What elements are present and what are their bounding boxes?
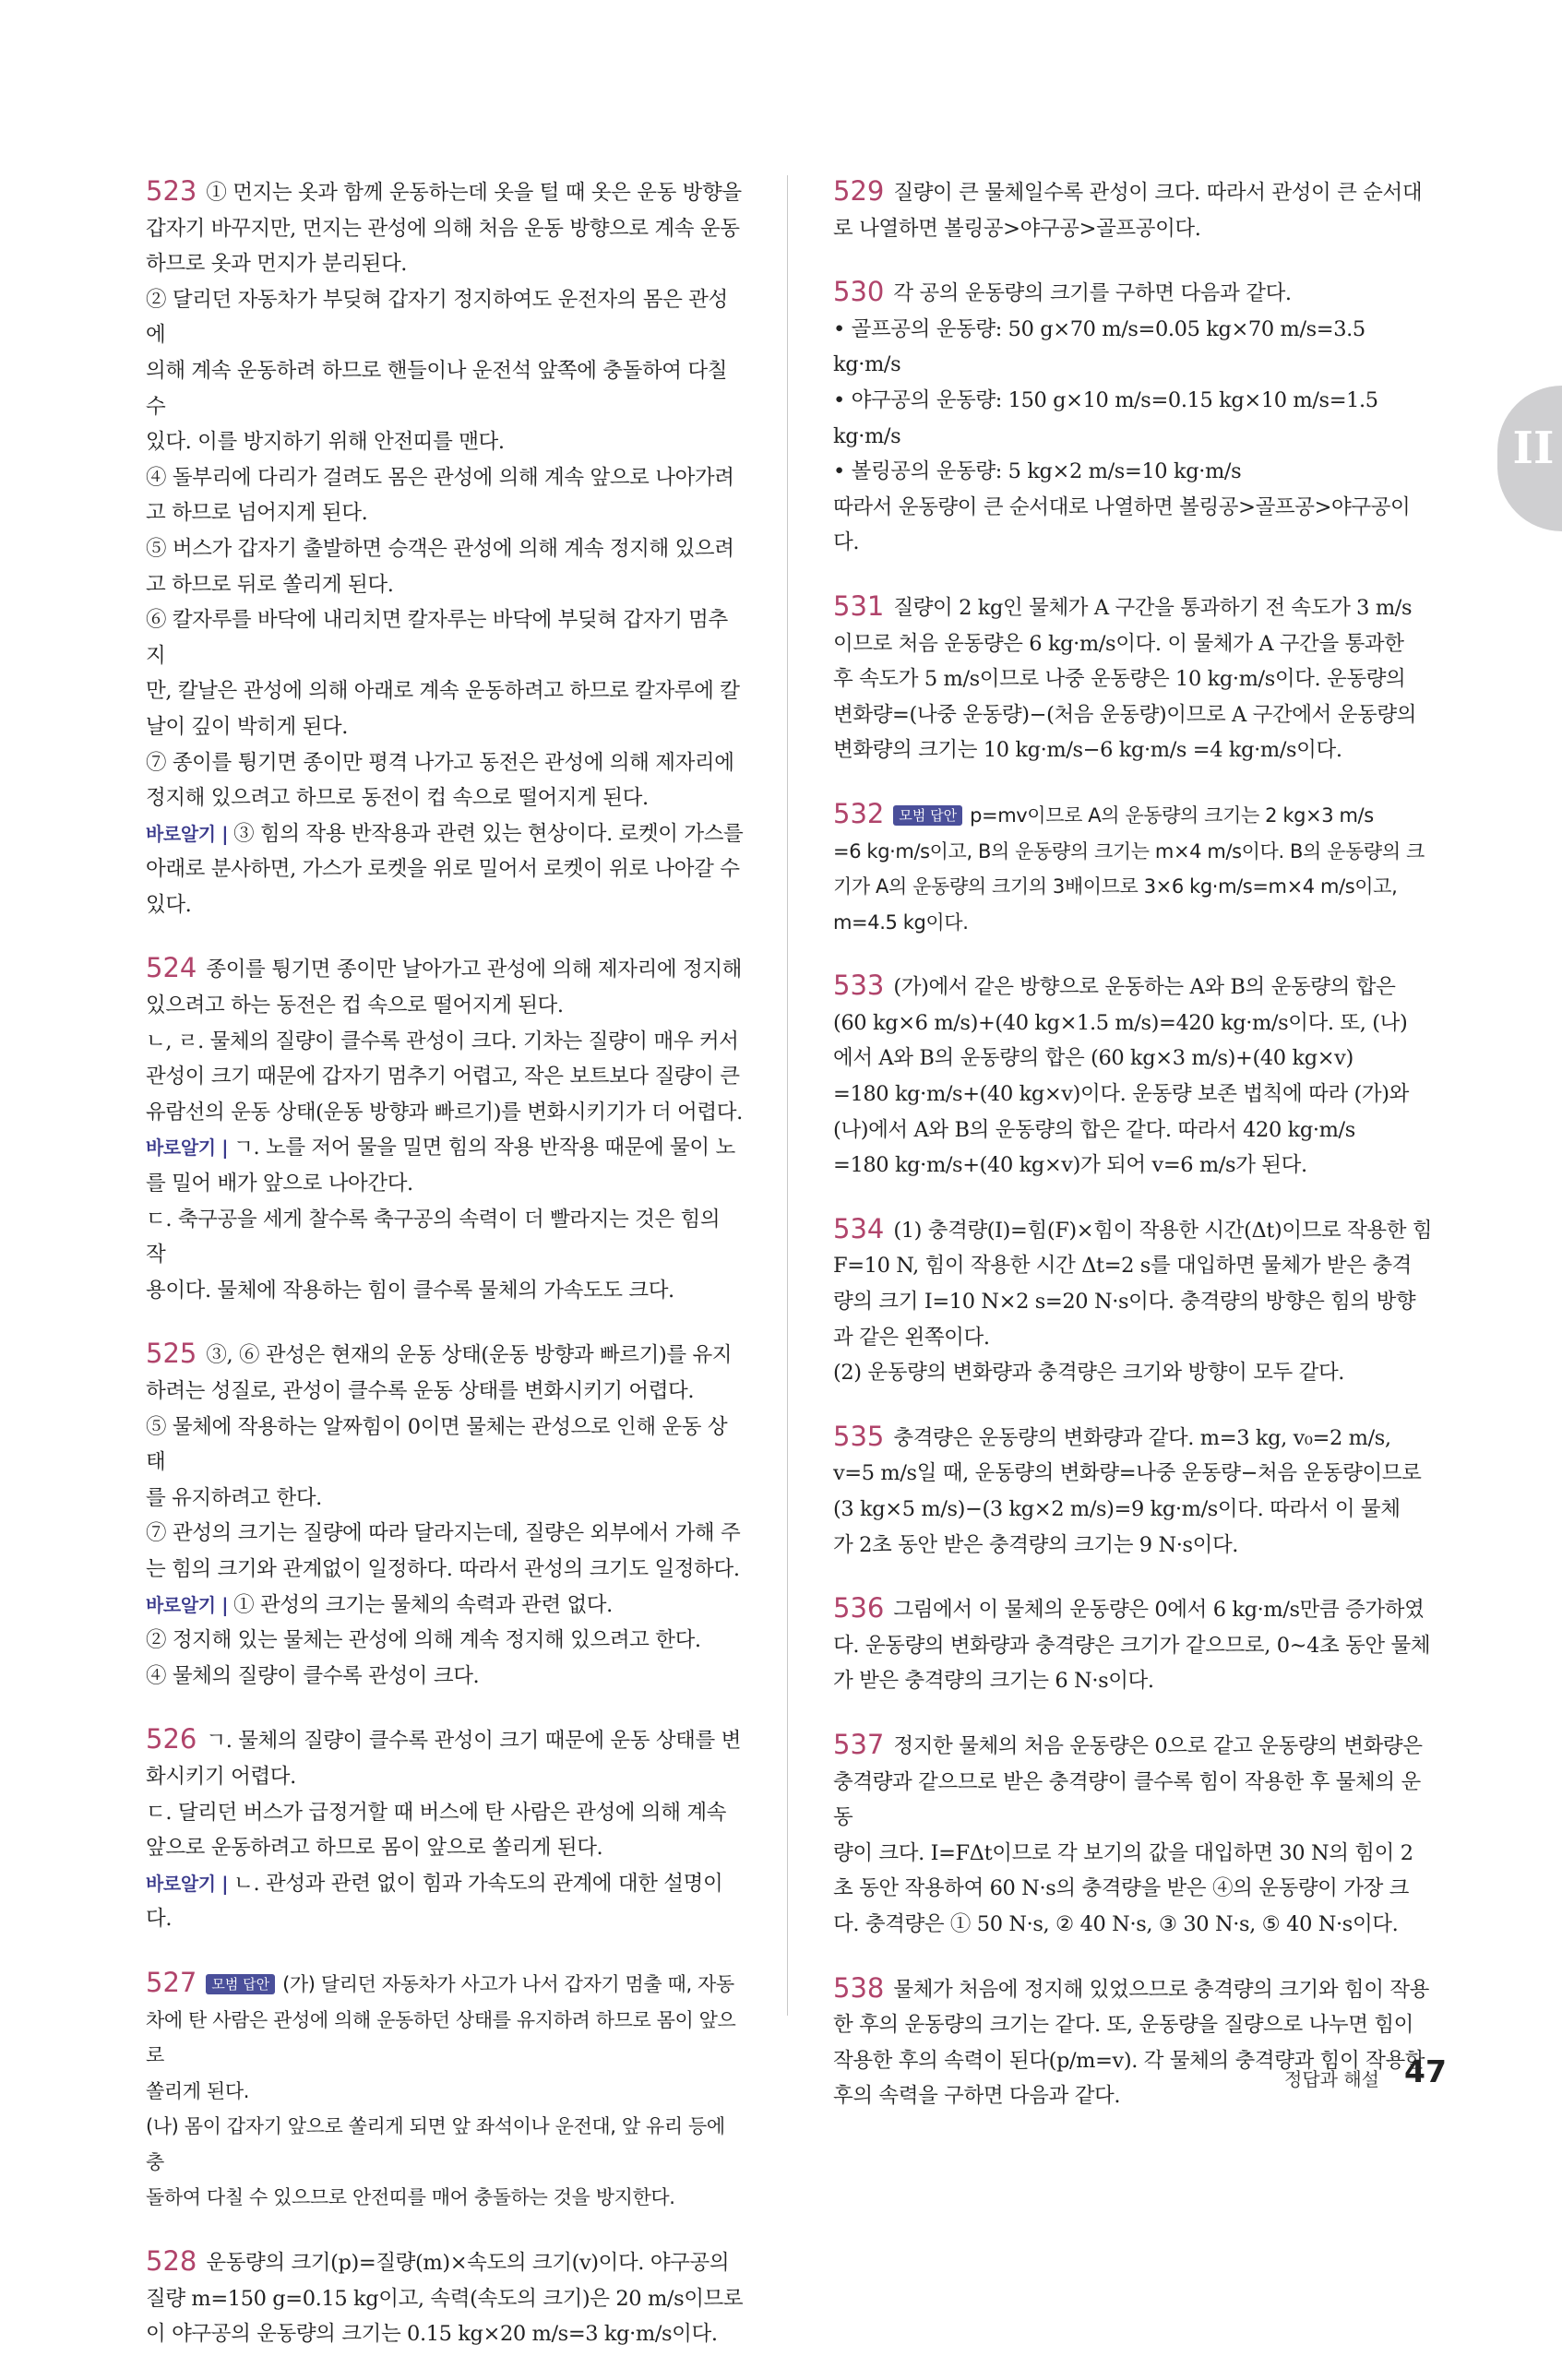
answer-line xyxy=(833,834,1433,870)
line-text: (2) 운동량의 변화량과 충격량은 크기와 방향이 모두 같다. xyxy=(833,1361,1345,1386)
answer-line xyxy=(146,887,745,923)
answer-line xyxy=(146,1866,745,1937)
answer-line xyxy=(146,173,745,211)
line-text: ㄱ. 물체의 질량이 클수록 관성이 크기 때문에 운동 상태를 변 xyxy=(206,1729,741,1754)
answer-line xyxy=(146,567,745,603)
line-text: ㄷ. 축구공을 세게 찰수록 축구공의 속력이 더 빨라지는 것은 힘의 작 xyxy=(146,1207,721,1267)
answer-line xyxy=(146,2243,745,2281)
question-number: 530 xyxy=(833,276,885,308)
answer-line xyxy=(146,1516,745,1552)
answer-entry xyxy=(833,1590,1433,1699)
answer-line xyxy=(146,851,745,887)
answer-line xyxy=(833,1765,1433,1836)
answer-line xyxy=(833,661,1433,697)
line-text: 과 같은 왼쪽이다. xyxy=(833,1325,990,1350)
answer-line xyxy=(146,531,745,567)
answer-line xyxy=(833,1419,1433,1457)
model-answer-badge: 모범 답안 xyxy=(206,1974,275,1994)
answer-line xyxy=(833,1041,1433,1077)
line-text: 쏠리게 된다. xyxy=(146,2079,249,2102)
line-text: 작용한 후의 속력이 된다(p/m=v). 각 물체의 충격량과 힘이 작용한 xyxy=(833,2048,1425,2073)
question-number: 538 xyxy=(833,1971,885,2004)
line-text: 충격량과 같으므로 받은 충격량이 클수록 힘이 작용한 후 물체의 운동 xyxy=(833,1769,1421,1830)
answer-entry xyxy=(146,1721,745,1937)
answer-line xyxy=(146,1659,745,1695)
answer-line xyxy=(833,905,1433,941)
correction-label: 바로알기 | xyxy=(146,822,229,845)
line-text: 후의 속력을 구하면 다음과 같다. xyxy=(833,2084,1121,2109)
model-answer-badge: 모범 답안 xyxy=(893,805,962,826)
line-text: ㄷ. 달리던 버스가 급정거할 때 버스에 탄 사람은 관성에 의해 계속 xyxy=(146,1800,726,1825)
line-text: 있으려고 하는 동전은 컵 속으로 떨어지게 된다. xyxy=(146,994,564,1018)
correction-label: 바로알기 | xyxy=(146,1136,229,1160)
line-text: ① 먼지는 옷과 함께 운동하는데 옷을 털 때 옷은 운동 방향을 xyxy=(206,181,742,205)
answer-entry xyxy=(833,1727,1433,1943)
line-text: ③, ⑥ 관성은 현재의 운동 상태(운동 방향과 빠르기)를 유지 xyxy=(206,1343,733,1368)
answer-line xyxy=(146,1202,745,1273)
correction-label: 바로알기 | xyxy=(146,1593,229,1616)
chapter-tab-label: II xyxy=(1512,422,1555,474)
line-text: ⑤ 버스가 갑자기 출발하면 승객은 관성에 의해 계속 정지해 있으려 xyxy=(146,536,734,561)
line-text: m=4.5 kg이다. xyxy=(833,910,969,934)
answer-entry xyxy=(833,968,1433,1184)
answer-line xyxy=(833,732,1433,768)
answer-line xyxy=(833,1907,1433,1943)
answer-line xyxy=(146,2003,745,2074)
line-text: 갑자기 바꾸지만, 먼지는 관성에 의해 처음 운동 방향으로 계속 운동 xyxy=(146,216,740,241)
answer-line xyxy=(833,1456,1433,1492)
line-text: 량의 크기 I=10 N×2 s=20 N·s이다. 충격량의 방향은 힘의 방향 xyxy=(833,1290,1416,1315)
line-text: 로 나열하면 볼링공>야구공>골프공이다. xyxy=(833,216,1201,241)
answer-line xyxy=(833,1970,1433,2008)
answer-entry xyxy=(833,796,1433,940)
line-text: (60 kg×6 m/s)+(40 kg×1.5 m/s)=420 kg·m/s이다. 또, (나) xyxy=(833,1010,1408,1035)
question-number: 524 xyxy=(146,952,197,984)
line-text: ② 달리던 자동차가 부딪혀 갑자기 정지하여도 운전자의 몸은 관성에 xyxy=(146,287,728,348)
line-text: ㄱ. 노를 저어 물을 밀면 힘의 작용 반작용 때문에 물이 노 xyxy=(233,1136,735,1160)
answer-line xyxy=(146,816,745,852)
answer-line xyxy=(146,1166,745,1202)
answer-entry xyxy=(833,1970,1433,2114)
line-text: 관성이 크기 때문에 갑자기 멈추기 어렵고, 작은 보트보다 질량이 큰 xyxy=(146,1065,740,1089)
answer-line xyxy=(146,1965,745,2003)
line-text: ⑤ 물체에 작용하는 알짜힘이 0이면 물체는 관성으로 인해 운동 상태 xyxy=(146,1414,728,1475)
answer-entry xyxy=(146,173,745,922)
answer-line xyxy=(833,173,1433,211)
answer-line xyxy=(833,211,1433,247)
line-text: 한 후의 운동량의 크기는 같다. 또, 운동량을 질량으로 나누면 힘이 xyxy=(833,2013,1413,2038)
line-text: 차에 탄 사람은 관성에 의해 운동하던 상태를 유지하려 하므로 몸이 앞으로 xyxy=(146,2008,736,2067)
answer-line xyxy=(146,745,745,781)
line-text: 고 하므로 뒤로 쏠리게 된다. xyxy=(146,572,394,597)
answer-line xyxy=(146,1552,745,1588)
line-text: 후 속도가 5 m/s이므로 나중 운동량은 10 kg·m/s이다. 운동량의 xyxy=(833,667,1406,692)
column-divider xyxy=(787,175,788,2016)
line-text: v=5 m/s일 때, 운동량의 변화량=나중 운동량−처음 운동량이므로 xyxy=(833,1461,1422,1486)
left-column xyxy=(146,173,745,2380)
question-number: 528 xyxy=(146,2245,197,2278)
answer-line xyxy=(146,988,745,1024)
answer-line xyxy=(833,1628,1433,1664)
answer-line xyxy=(833,274,1433,312)
answer-line xyxy=(146,1410,745,1481)
line-text: 질량 m=150 g=0.15 kg이고, 속력(속도의 크기)은 20 m/s이므로 xyxy=(146,2286,744,2311)
answer-line xyxy=(146,246,745,282)
answer-line xyxy=(146,1336,745,1374)
answer-line xyxy=(833,1113,1433,1148)
line-text: (가) 달리던 자동차가 사고가 나서 갑자기 멈출 때, 자동 xyxy=(282,1972,734,1995)
question-number: 523 xyxy=(146,175,197,207)
question-number: 534 xyxy=(833,1212,885,1244)
question-number: 531 xyxy=(833,589,885,622)
answer-line xyxy=(146,1024,745,1060)
answer-entry xyxy=(146,950,745,1308)
line-text: 이므로 처음 운동량은 6 kg·m/s이다. 이 물체가 A 구간을 통과한 xyxy=(833,631,1404,656)
answer-line xyxy=(146,1623,745,1659)
question-number: 532 xyxy=(833,797,885,829)
line-text: 초 동안 작용하여 60 N·s의 충격량을 받은 ④의 운동량이 가장 크 xyxy=(833,1876,1410,1901)
answer-line xyxy=(833,1590,1433,1628)
line-text: 정지한 물체의 처음 운동량은 0으로 같고 운동량의 변화량은 xyxy=(893,1733,1423,1758)
answer-line xyxy=(146,1721,745,1759)
answer-line xyxy=(833,1492,1433,1528)
line-text: (나)에서 A와 B의 운동량의 합은 같다. 따라서 420 kg·m/s xyxy=(833,1117,1355,1142)
answer-line xyxy=(146,1059,745,1095)
line-text: • 야구공의 운동량: 150 g×10 m/s=0.15 kg×10 m/s=1.5 kg·m/s xyxy=(833,387,1378,448)
answer-entry xyxy=(146,2243,745,2352)
line-text: • 볼링공의 운동량: 5 kg×2 m/s=10 kg·m/s xyxy=(833,459,1242,484)
footer-label: 정답과 해설 xyxy=(1284,2068,1379,2090)
answer-line xyxy=(833,312,1433,383)
answer-line xyxy=(146,1095,745,1131)
answer-line xyxy=(146,780,745,816)
answer-line xyxy=(833,1727,1433,1765)
answer-entry xyxy=(833,173,1433,246)
answer-line xyxy=(146,950,745,988)
line-text: 량이 크다. I=FΔt이므로 각 보기의 값을 대입하면 30 N의 힘이 2 xyxy=(833,1840,1413,1865)
line-text: ㄴ. 관성과 관련 없이 힘과 가속도의 관계에 대한 설명이다. xyxy=(146,1871,723,1932)
line-text: 만, 칼날은 관성에 의해 아래로 계속 운동하려고 하므로 칼자루에 칼 xyxy=(146,679,740,704)
page-number: 47 xyxy=(1404,2053,1447,2089)
answer-line xyxy=(146,353,745,424)
line-text: 다. 운동량의 변화량과 충격량은 크기가 같으므로, 0~4초 동안 물체 xyxy=(833,1633,1431,1658)
line-text: 를 유지하려고 한다. xyxy=(146,1485,322,1510)
line-text: 가 2초 동안 받은 충격량의 크기는 9 N·s이다. xyxy=(833,1532,1239,1557)
line-text: ④ 돌부리에 다리가 걸려도 몸은 관성에 의해 계속 앞으로 나아가려 xyxy=(146,465,734,490)
answer-line xyxy=(833,1836,1433,1872)
answer-line xyxy=(146,673,745,709)
answer-line xyxy=(146,1759,745,1795)
line-text: ② 정지해 있는 물체는 관성에 의해 계속 정지해 있으려고 한다. xyxy=(146,1628,701,1653)
line-text: ④ 물체의 질량이 클수록 관성이 크다. xyxy=(146,1663,480,1688)
answer-line xyxy=(833,1148,1433,1184)
line-text: 하므로 옷과 먼지가 분리된다. xyxy=(146,252,408,277)
line-text: ⑦ 종이를 튕기면 종이만 평격 나가고 동전은 관성에 의해 제자리에 xyxy=(146,750,734,775)
line-text: 하려는 성질로, 관성이 클수록 운동 상태를 변화시키기 어렵다. xyxy=(146,1379,695,1403)
line-text: 질량이 2 kg인 물체가 A 구간을 통과하기 전 속도가 3 m/s xyxy=(893,595,1413,620)
answer-line xyxy=(146,1830,745,1866)
question-number: 537 xyxy=(833,1728,885,1760)
line-text: ㄴ, ㄹ. 물체의 질량이 클수록 관성이 크다. 기차는 질량이 매우 커서 xyxy=(146,1029,739,1053)
answer-line xyxy=(146,1374,745,1410)
right-column xyxy=(833,173,1433,2142)
line-text: (1) 충격량(I)=힘(F)×힘이 작용한 시간(Δt)이므로 작용한 힘 xyxy=(893,1218,1433,1243)
answer-line xyxy=(146,2180,745,2216)
answer-line xyxy=(146,495,745,531)
line-text: ⑥ 칼자루를 바닥에 내리치면 칼자루는 바닥에 부딪혀 갑자기 멈추지 xyxy=(146,608,728,668)
answer-entry xyxy=(146,1965,745,2216)
line-text: 는 힘의 크기와 관계없이 일정하다. 따라서 관성의 크기도 일정하다. xyxy=(146,1556,740,1581)
line-text: 고 하므로 넘어지게 된다. xyxy=(146,501,368,526)
answer-line xyxy=(146,2316,745,2352)
answer-line xyxy=(146,2281,745,2317)
answer-line xyxy=(146,211,745,247)
line-text: 각 공의 운동량의 크기를 구하면 다음과 같다. xyxy=(893,281,1292,306)
answer-line xyxy=(833,2007,1433,2043)
answer-line xyxy=(146,2074,745,2110)
line-text: 따라서 운동량이 큰 순서대로 나열하면 볼링공>골프공>야구공이다. xyxy=(833,494,1411,555)
line-text: (3 kg×5 m/s)−(3 kg×2 m/s)=9 kg·m/s이다. 따라서 이 물체 xyxy=(833,1497,1401,1521)
line-text: 에서 A와 B의 운동량의 합은 (60 kg×3 m/s)+(40 kg×v) xyxy=(833,1046,1353,1071)
line-text: p=mv이므로 A의 운동량의 크기는 2 kg×3 m/s xyxy=(970,803,1374,827)
line-text: 용이다. 물체에 작용하는 힘이 클수록 물체의 가속도도 크다. xyxy=(146,1278,674,1303)
answer-line xyxy=(833,869,1433,905)
answer-line xyxy=(146,1481,745,1517)
answer-line xyxy=(833,1355,1433,1391)
answer-line xyxy=(833,589,1433,626)
line-text: ① 관성의 크기는 물체의 속력과 관련 없다. xyxy=(233,1592,613,1617)
answer-line xyxy=(833,1077,1433,1113)
answer-entry xyxy=(833,1419,1433,1563)
answer-line xyxy=(833,454,1433,490)
answer-line xyxy=(146,709,745,745)
line-text: 운동량의 크기(p)=질량(m)×속도의 크기(v)이다. 야구공의 xyxy=(206,2251,730,2276)
line-text: 변화량의 크기는 10 kg·m/s−6 kg·m/s =4 kg·m/s이다. xyxy=(833,738,1342,763)
answer-line xyxy=(146,1130,745,1166)
question-number: 525 xyxy=(146,1338,197,1370)
answer-line xyxy=(833,796,1433,834)
answer-entry xyxy=(833,589,1433,768)
answer-line xyxy=(146,460,745,496)
answer-line xyxy=(146,1273,745,1309)
answer-line xyxy=(833,1871,1433,1907)
line-text: 종이를 튕기면 종이만 날아가고 관성에 의해 제자리에 정지해 xyxy=(206,958,743,982)
answer-line xyxy=(833,383,1433,454)
line-text: 그림에서 이 물체의 운동량은 0에서 6 kg·m/s만큼 증가하였 xyxy=(893,1598,1425,1623)
line-text: 정지해 있으려고 하므로 동전이 컵 속으로 떨어지게 된다. xyxy=(146,786,649,811)
line-text: 아래로 분사하면, 가스가 로켓을 위로 밀어서 로켓이 위로 나아갈 수 xyxy=(146,857,740,882)
line-text: 유람선의 운동 상태(운동 방향과 빠르기)를 변화시키기가 더 어렵다. xyxy=(146,1100,743,1125)
line-text: 화시키기 어렵다. xyxy=(146,1764,296,1789)
answer-line xyxy=(833,968,1433,1006)
line-text: 다. 충격량은 ① 50 N·s, ② 40 N·s, ③ 30 N·s, ⑤ 40 N·s이다. xyxy=(833,1911,1399,1936)
answer-line xyxy=(833,1284,1433,1320)
line-text: 돌하여 다칠 수 있으므로 안전띠를 매어 충돌하는 것을 방지한다. xyxy=(146,2186,675,2209)
question-number: 526 xyxy=(146,1723,197,1755)
line-text: (나) 몸이 갑자기 앞으로 쏠리게 되면 앞 좌석이나 운전대, 앞 유리 등에 충 xyxy=(146,2115,725,2173)
answer-line xyxy=(833,626,1433,662)
answer-line xyxy=(146,424,745,460)
line-text: 물체가 처음에 정지해 있었으므로 충격량의 크기와 힘이 작용 xyxy=(893,1977,1429,2002)
answer-line xyxy=(146,1795,745,1831)
question-number: 527 xyxy=(146,1966,197,1998)
answer-line xyxy=(833,490,1433,561)
answer-line xyxy=(833,1006,1433,1041)
answer-line xyxy=(146,282,745,353)
answer-entry xyxy=(146,1336,745,1694)
answer-line xyxy=(833,1528,1433,1564)
line-text: =180 kg·m/s+(40 kg×v)가 되어 v=6 m/s가 된다. xyxy=(833,1153,1307,1178)
line-text: =180 kg·m/s+(40 kg×v)이다. 운동량 보존 법칙에 따라 (가)와 xyxy=(833,1082,1409,1107)
answer-entry xyxy=(833,274,1433,561)
answer-line xyxy=(833,1248,1433,1284)
question-number: 533 xyxy=(833,970,885,1002)
line-text: 기가 A의 운동량의 크기의 3배이므로 3×6 kg·m/s=m×4 m/s이고, xyxy=(833,875,1398,898)
line-text: =6 kg·m/s이고, B의 운동량의 크기는 m×4 m/s이다. B의 운동량의 크 xyxy=(833,839,1425,863)
line-text: 앞으로 운동하려고 하므로 몸이 앞으로 쏠리게 된다. xyxy=(146,1836,603,1861)
line-text: F=10 N, 힘이 작용한 시간 Δt=2 s를 대입하면 물체가 받은 충격 xyxy=(833,1254,1412,1279)
answer-line xyxy=(833,1663,1433,1699)
answer-line xyxy=(833,1320,1433,1356)
answer-line xyxy=(833,697,1433,733)
answer-entry xyxy=(833,1211,1433,1391)
line-text: 있다. 이를 방지하기 위해 안전띠를 맨다. xyxy=(146,430,505,455)
answer-line xyxy=(146,2109,745,2180)
answer-line xyxy=(146,602,745,673)
line-text: 날이 깊이 박히게 된다. xyxy=(146,714,349,739)
answer-line xyxy=(833,1211,1433,1249)
line-text: 이 야구공의 운동량의 크기는 0.15 kg×20 m/s=3 kg·m/s이다. xyxy=(146,2322,718,2347)
line-text: ③ 힘의 작용 반작용과 관련 있는 현상이다. 로켓이 가스를 xyxy=(233,821,744,846)
line-text: 를 밀어 배가 앞으로 나아간다. xyxy=(146,1172,413,1196)
line-text: 변화량=(나중 운동량)−(처음 운동량)이므로 A 구간에서 운동량의 xyxy=(833,702,1417,727)
line-text: 의해 계속 운동하려 하므로 핸들이나 운전석 앞쪽에 충돌하여 다칠 수 xyxy=(146,358,728,419)
question-number: 535 xyxy=(833,1420,885,1452)
question-number: 529 xyxy=(833,175,885,207)
line-text: 가 받은 충격량의 크기는 6 N·s이다. xyxy=(833,1669,1154,1694)
line-text: 있다. xyxy=(146,892,192,917)
line-text: 질량이 큰 물체일수록 관성이 크다. 따라서 관성이 큰 순서대 xyxy=(893,181,1423,205)
line-text: (가)에서 같은 방향으로 운동하는 A와 B의 운동량의 합은 xyxy=(893,975,1396,1000)
correction-label: 바로알기 | xyxy=(146,1872,229,1895)
line-text: 충격량은 운동량의 변화량과 같다. m=3 kg, v₀=2 m/s, xyxy=(893,1425,1391,1450)
line-text: ⑦ 관성의 크기는 질량에 따라 달라지는데, 질량은 외부에서 가해 주 xyxy=(146,1521,741,1546)
answer-line xyxy=(146,1588,745,1624)
line-text: • 골프공의 운동량: 50 g×70 m/s=0.05 kg×70 m/s=3.5 kg·m/s xyxy=(833,316,1365,377)
question-number: 536 xyxy=(833,1592,885,1624)
chapter-tab xyxy=(1497,386,1562,531)
